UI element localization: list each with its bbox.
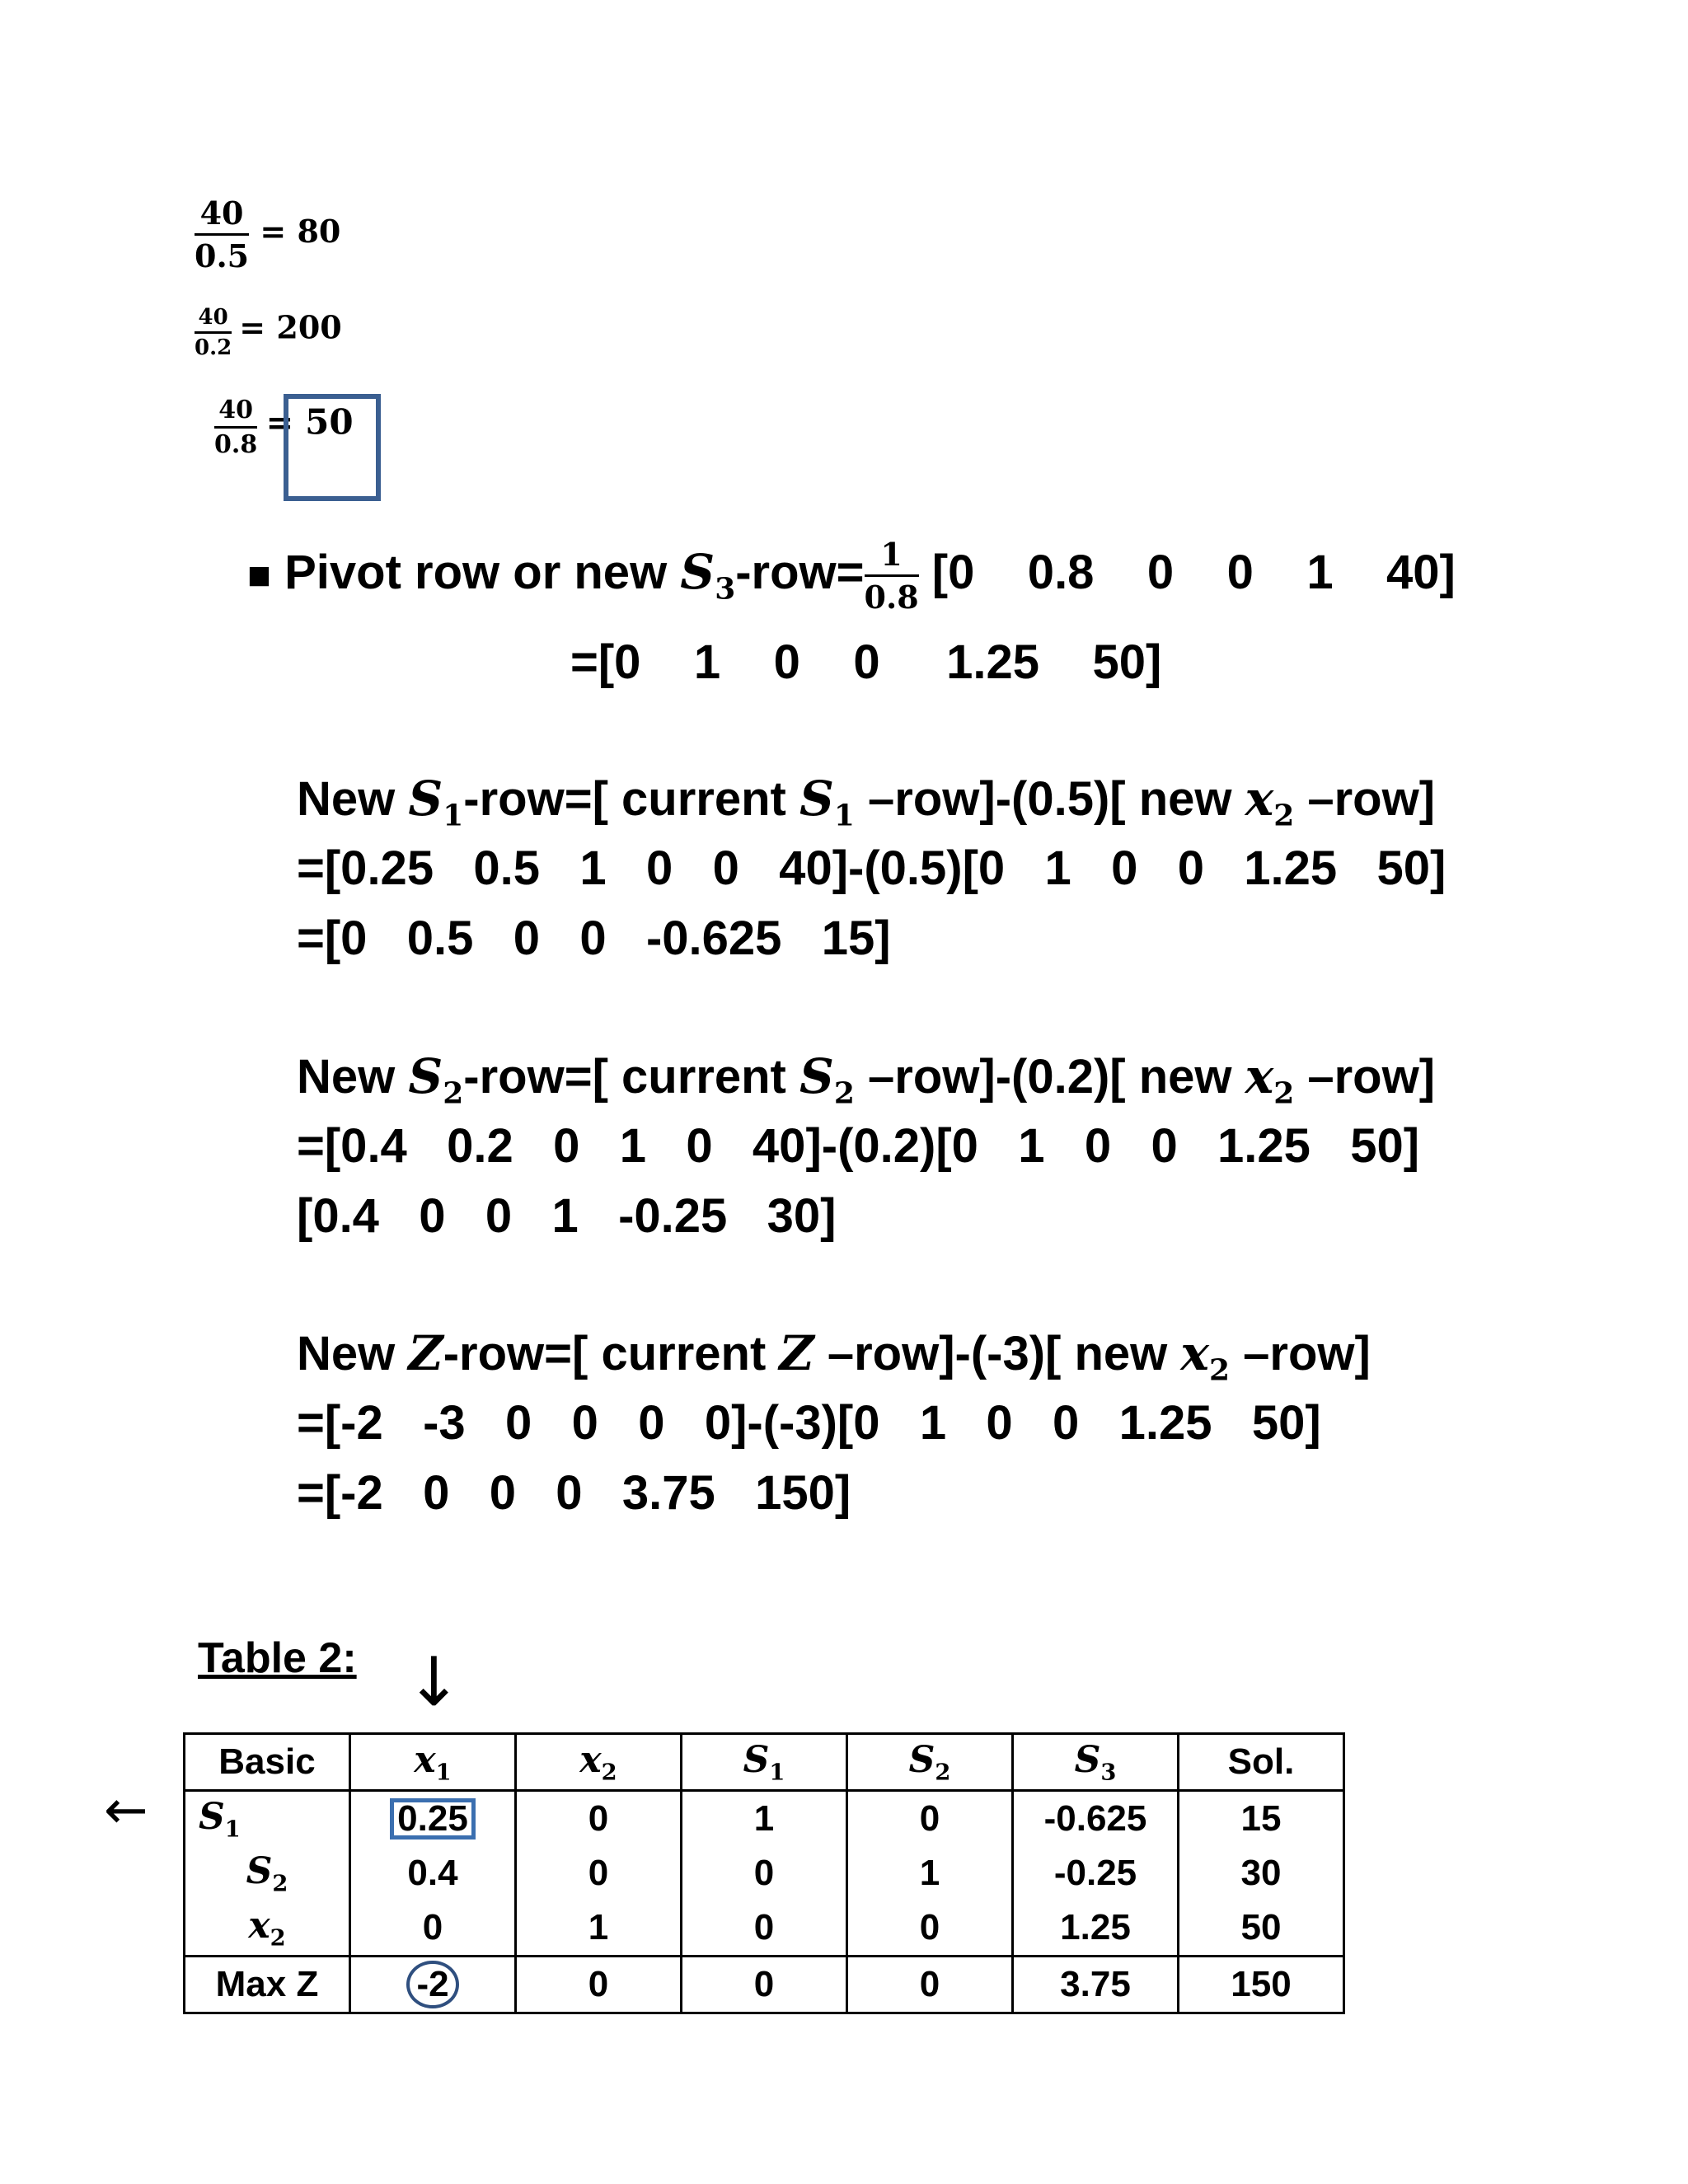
table-cell: 0 <box>847 1791 1013 1847</box>
s1-line-3: =[0 0.5 0 0 -0.625 15] <box>297 912 891 965</box>
simplex-table <box>183 1732 1345 2014</box>
table-cell <box>350 1957 516 2013</box>
basic-s1: $S_1$ <box>185 1791 350 1847</box>
z-title-post: –row] <box>1230 1327 1371 1380</box>
ratio-2-denominator: 0.2 <box>195 335 232 360</box>
s1-title-line <box>297 771 1435 833</box>
header-x2: $x_2$ <box>516 1734 682 1791</box>
ratio-2-fraction <box>195 305 232 360</box>
ratio-1-denominator: 0.5 <box>195 237 250 274</box>
z-line-2: =[-2 -3 0 0 0 0]-(-3)[0 1 0 0 1.25 50] <box>297 1396 1321 1450</box>
s1-var-3 <box>1245 771 1295 833</box>
s2-title-mid2: –row]-(0.2)[ new <box>854 1050 1245 1104</box>
pivot-suffix: -row= <box>735 545 865 599</box>
table-cell: 1.25 <box>1013 1900 1179 1957</box>
pivot-var <box>680 543 736 607</box>
ratio-1-result: 80 <box>297 213 341 250</box>
table-cell: 1 <box>682 1791 847 1847</box>
z-title-pre: New <box>297 1327 409 1380</box>
equals-sign: = <box>260 213 298 250</box>
table-row <box>185 1900 1344 1957</box>
table-cell: 0 <box>516 1846 682 1900</box>
s1-var3-sub: 2 <box>1273 798 1295 833</box>
table-cell: 0 <box>847 1957 1013 2013</box>
s2-title-pre: New <box>297 1050 409 1104</box>
s2-title-post: –row] <box>1294 1050 1436 1104</box>
bullet-icon: ■ <box>247 553 271 598</box>
table-cell: 0.4 <box>350 1846 516 1900</box>
s2-var3-letter: x <box>1245 1048 1274 1104</box>
z-title-mid2: –row]-(-3)[ new <box>814 1327 1181 1380</box>
table-row <box>185 1846 1344 1900</box>
s2-var-sub: 2 <box>443 1076 464 1111</box>
header-sol: Sol. <box>1179 1734 1344 1791</box>
table-cell: 0 <box>682 1900 847 1957</box>
ratio-1-fraction <box>195 194 249 274</box>
ratio-2 <box>195 305 342 360</box>
z-var: Z <box>408 1325 443 1381</box>
header-s3: $S_3$ <box>1013 1734 1179 1791</box>
equals-sign: = <box>239 308 277 346</box>
s1-title-mid: -row=[ current <box>463 772 799 826</box>
table-cell: 0 <box>516 1957 682 2013</box>
pivot-vector: [0 0.8 0 0 1 40] <box>931 545 1456 599</box>
z-title-mid: -row=[ current <box>443 1327 780 1380</box>
table-cell: 1 <box>516 1900 682 1957</box>
pivot-var-sub: 3 <box>715 571 736 607</box>
ratio-3-numerator: 40 <box>214 396 257 429</box>
s1-var <box>408 771 464 833</box>
pivot-fraction <box>865 536 919 616</box>
table-row <box>185 1791 1344 1847</box>
s2-title-mid: -row=[ current <box>463 1050 799 1104</box>
table-row-maxz <box>185 1957 1344 2013</box>
s1-var2-letter: S <box>799 771 834 827</box>
z-line-3: =[-2 0 0 0 3.75 150] <box>297 1466 851 1520</box>
pivot-prefix: Pivot row or new <box>284 545 681 599</box>
s2-line-2: =[0.4 0.2 0 1 0 40]-(0.2)[0 1 0 0 1.25 50] <box>297 1119 1420 1173</box>
table-caption: Table 2: <box>198 1634 357 1682</box>
equals-sign: = <box>265 403 306 443</box>
table-header-row <box>185 1734 1344 1791</box>
s2-var2-sub: 2 <box>833 1076 855 1111</box>
s2-var-letter: S <box>408 1048 443 1104</box>
ratio-1 <box>195 194 340 274</box>
ratio-3-result: 50 <box>305 401 354 443</box>
s1-line-2: =[0.25 0.5 1 0 0 40]-(0.5)[0 1 0 0 1.25 50] <box>297 841 1447 895</box>
ratio-2-result: 200 <box>276 308 342 346</box>
pivot-var-letter: S <box>680 543 715 600</box>
ratio-2-numerator: 40 <box>195 305 232 334</box>
header-s2: $S_2$ <box>847 1734 1013 1791</box>
table-cell: 0 <box>516 1791 682 1847</box>
ratio-3-fraction <box>214 396 257 459</box>
header-basic: Basic <box>185 1734 350 1791</box>
basic-x2: $x_2$ <box>185 1900 350 1957</box>
entering-var-circle: -2 <box>406 1961 458 2008</box>
s1-var-2 <box>799 771 855 833</box>
s2-title-line <box>297 1048 1435 1111</box>
entering-arrow-icon: ↓ <box>406 1643 462 1722</box>
s2-var-2 <box>799 1048 855 1111</box>
s1-title-post: –row] <box>1294 772 1436 826</box>
table-cell: 3.75 <box>1013 1957 1179 2013</box>
table-cell: -0.625 <box>1013 1791 1179 1847</box>
pivot-frac-num: 1 <box>865 536 919 577</box>
s1-var-sub: 1 <box>443 798 464 833</box>
s2-line-3: [0.4 0 0 1 -0.25 30] <box>297 1189 837 1243</box>
table-cell <box>350 1791 516 1847</box>
table-cell: 150 <box>1179 1957 1344 2013</box>
pivot-result-line: =[0 1 0 0 1.25 50] <box>570 635 1162 689</box>
header-s1: $S_1$ <box>682 1734 847 1791</box>
s1-title-mid2: –row]-(0.5)[ new <box>854 772 1245 826</box>
s1-var2-sub: 1 <box>833 798 855 833</box>
pivot-row-line <box>247 536 1456 616</box>
z-title-line <box>297 1325 1371 1388</box>
table-cell: 1 <box>847 1846 1013 1900</box>
z-var3-letter: x <box>1180 1325 1209 1381</box>
ratio-3-denominator: 0.8 <box>214 430 258 459</box>
basic-maxz: Max Z <box>185 1957 350 2013</box>
s1-title-pre: New <box>297 772 409 826</box>
pivot-element: 0.25 <box>390 1798 476 1840</box>
z-var3-sub: 2 <box>1209 1352 1231 1388</box>
table-cell: 0 <box>682 1957 847 2013</box>
basic-s2: $S_2$ <box>185 1846 350 1900</box>
s2-var <box>408 1048 464 1111</box>
z-var-2: Z <box>779 1325 814 1381</box>
pivot-frac-den: 0.8 <box>864 579 919 616</box>
s1-var3-letter: x <box>1245 771 1274 827</box>
s2-var2-letter: S <box>799 1048 834 1104</box>
s1-var-letter: S <box>408 771 443 827</box>
table-cell: 0 <box>350 1900 516 1957</box>
table-cell: 0 <box>847 1900 1013 1957</box>
leaving-arrow-icon: ← <box>104 1780 148 1841</box>
min-ratio-highlight-box <box>284 394 381 501</box>
s2-var3-sub: 2 <box>1273 1076 1295 1111</box>
table-cell: 50 <box>1179 1900 1344 1957</box>
s2-var-3 <box>1245 1048 1295 1111</box>
table-cell: -0.25 <box>1013 1846 1179 1900</box>
header-x1: $x_1$ <box>350 1734 516 1791</box>
table-cell: 0 <box>682 1846 847 1900</box>
table-cell: 30 <box>1179 1846 1344 1900</box>
z-var-3 <box>1180 1325 1231 1388</box>
table-cell: 15 <box>1179 1791 1344 1847</box>
ratio-1-numerator: 40 <box>195 194 249 236</box>
